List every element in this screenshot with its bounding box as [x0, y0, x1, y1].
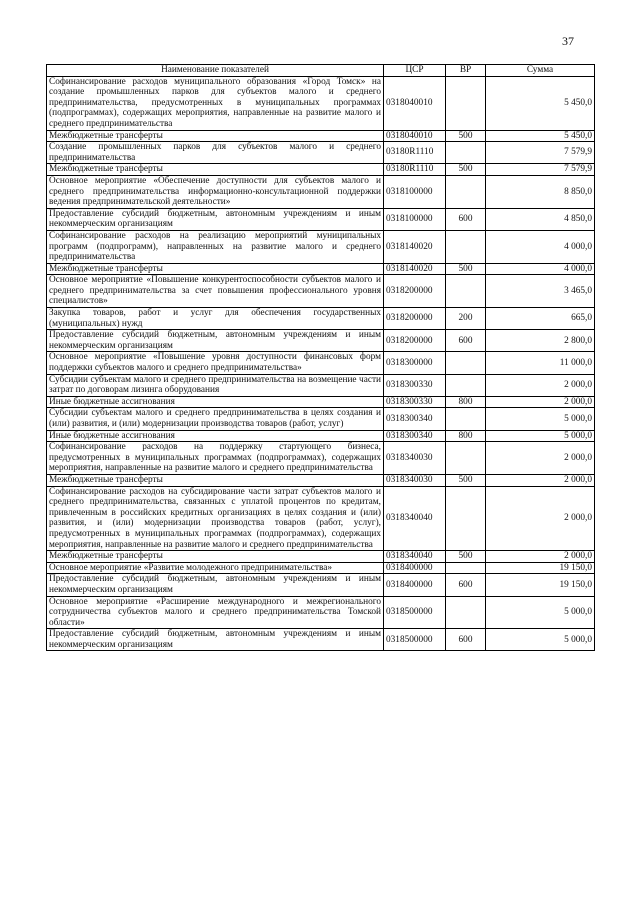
cell-csr: 0318300330	[384, 374, 446, 396]
cell-vr	[446, 486, 486, 551]
table-row	[47, 596, 595, 629]
cell-name: Основное мероприятие «Повышение конкурентоспособности субъектов малого и среднего предпринимательства за счет повышения профессионального уровня специалистов»	[47, 275, 384, 308]
table-row	[47, 408, 595, 430]
cell-sum: 2 000,0	[486, 396, 595, 408]
cell-vr: 800	[446, 430, 486, 442]
cell-name: Иные бюджетные ассигнования	[47, 396, 384, 408]
cell-vr	[446, 374, 486, 396]
cell-vr	[446, 275, 486, 308]
table-row	[47, 330, 595, 352]
cell-vr: 500	[446, 130, 486, 142]
cell-name: Основное мероприятие «Повышение уровня доступности финансовых форм поддержки субъектов малого и среднего предпринимательства»	[47, 352, 384, 374]
table-row	[47, 442, 595, 475]
cell-csr: 0318300340	[384, 408, 446, 430]
table-row	[47, 263, 595, 275]
cell-sum: 2 000,0	[486, 474, 595, 486]
cell-sum: 5 000,0	[486, 430, 595, 442]
cell-csr: 0318040010	[384, 130, 446, 142]
cell-csr: 0318400000	[384, 574, 446, 596]
cell-name: Предоставление субсидий бюджетным, автономным учреждениям и иным некоммерческим организациям	[47, 208, 384, 230]
page-number: 37	[562, 34, 574, 48]
cell-vr	[446, 175, 486, 208]
cell-csr: 0318140020	[384, 230, 446, 263]
cell-vr	[446, 76, 486, 130]
cell-sum: 2 800,0	[486, 330, 595, 352]
cell-sum: 4 000,0	[486, 230, 595, 263]
cell-sum: 5 450,0	[486, 76, 595, 130]
cell-vr: 600	[446, 629, 486, 651]
cell-vr: 500	[446, 164, 486, 176]
header-csr: ЦСР	[384, 65, 446, 77]
cell-csr: 0318340030	[384, 442, 446, 475]
cell-vr: 800	[446, 396, 486, 408]
cell-csr: 0318500000	[384, 596, 446, 629]
budget-table	[46, 64, 595, 651]
cell-vr: 500	[446, 474, 486, 486]
table-body	[47, 76, 595, 651]
cell-name: Софинансирование расходов на реализацию мероприятий муниципальных программ (подпрограмм), направленных на развитие малого и среднего предпринимательства	[47, 230, 384, 263]
cell-csr: 0318040010	[384, 76, 446, 130]
table-row	[47, 230, 595, 263]
cell-sum: 5 000,0	[486, 596, 595, 629]
cell-sum: 7 579,9	[486, 142, 595, 164]
cell-sum: 665,0	[486, 308, 595, 330]
cell-name: Иные бюджетные ассигнования	[47, 430, 384, 442]
table-row	[47, 551, 595, 563]
table-header-row	[47, 65, 595, 77]
cell-csr: 0318300330	[384, 396, 446, 408]
cell-vr: 600	[446, 208, 486, 230]
cell-csr: 0318200000	[384, 330, 446, 352]
table-row	[47, 574, 595, 596]
cell-csr: 03180R1110	[384, 142, 446, 164]
cell-sum: 5 450,0	[486, 130, 595, 142]
cell-csr: 03180R1110	[384, 164, 446, 176]
cell-sum: 8 850,0	[486, 175, 595, 208]
table-row	[47, 430, 595, 442]
cell-name: Софинансирование расходов на поддержку стартующего бизнеса, предусмотренных в муниципальных программах (подпрограммах), содержащих мероприятия, направленные на развитие малого и среднего предпринимательства	[47, 442, 384, 475]
table-row	[47, 175, 595, 208]
cell-name: Закупка товаров, работ и услуг для обеспечения государственных (муниципальных) нужд	[47, 308, 384, 330]
table-row	[47, 164, 595, 176]
cell-csr: 0318300000	[384, 352, 446, 374]
table-row	[47, 374, 595, 396]
cell-csr: 0318100000	[384, 208, 446, 230]
table-row	[47, 562, 595, 574]
cell-vr: 200	[446, 308, 486, 330]
cell-sum: 7 579,9	[486, 164, 595, 176]
cell-vr	[446, 230, 486, 263]
cell-csr: 0318340030	[384, 474, 446, 486]
table-row	[47, 396, 595, 408]
cell-csr: 0318400000	[384, 562, 446, 574]
cell-vr: 600	[446, 574, 486, 596]
cell-name: Предоставление субсидий бюджетным, автономным учреждениям и иным некоммерческим организациям	[47, 629, 384, 651]
cell-sum: 4 850,0	[486, 208, 595, 230]
cell-sum: 2 000,0	[486, 442, 595, 475]
cell-sum: 11 000,0	[486, 352, 595, 374]
cell-sum: 3 465,0	[486, 275, 595, 308]
cell-name: Межбюджетные трансферты	[47, 130, 384, 142]
table-row	[47, 486, 595, 551]
header-name: Наименование показателей	[47, 65, 384, 77]
cell-vr	[446, 408, 486, 430]
cell-sum: 19 150,0	[486, 562, 595, 574]
cell-csr: 0318340040	[384, 486, 446, 551]
cell-vr	[446, 142, 486, 164]
cell-name: Предоставление субсидий бюджетным, автономным учреждениям и иным некоммерческим организациям	[47, 574, 384, 596]
table-row	[47, 352, 595, 374]
cell-name: Межбюджетные трансферты	[47, 263, 384, 275]
cell-name: Межбюджетные трансферты	[47, 474, 384, 486]
cell-sum: 5 000,0	[486, 629, 595, 651]
cell-vr: 600	[446, 330, 486, 352]
cell-name: Софинансирование расходов на субсидирование части затрат субъектов малого и среднего предпринимательства, связанных с уплатой процентов по кредитам, привлеченным в российских кредитных организациях в целях создания и (или) развития, и (или) модернизации производства товаров (работ, услуг), предусмотренных в муниципальных программах (подпрограммах), содержащих мероприятия, направленные на развитие малого и среднего предпринимательства	[47, 486, 384, 551]
cell-csr: 0318500000	[384, 629, 446, 651]
cell-name: Межбюджетные трансферты	[47, 164, 384, 176]
table-row	[47, 275, 595, 308]
table-row	[47, 474, 595, 486]
cell-name: Создание промышленных парков для субъектов малого и среднего предпринимательства	[47, 142, 384, 164]
table-row	[47, 208, 595, 230]
cell-name: Субсидии субъектам малого и среднего предпринимательства в целях создания и (или) развития, и (или) модернизации производства товаров (работ, услуг)	[47, 408, 384, 430]
cell-vr	[446, 442, 486, 475]
cell-sum: 2 000,0	[486, 551, 595, 563]
cell-sum: 2 000,0	[486, 374, 595, 396]
cell-name: Основное мероприятие «Обеспечение доступности для субъектов малого и среднего предпринимательства информационно-консультационной поддержки ведения предпринимательской деятельности»	[47, 175, 384, 208]
cell-vr	[446, 352, 486, 374]
cell-name: Софинансирование расходов муниципального образования «Город Томск» на создание промышленных парков для субъектов малого и среднего предпринимательства, предусмотренных в муниципальных программах (подпрограммах), содержащих мероприятия, направленные на развитие малого и среднего предпринимательства	[47, 76, 384, 130]
cell-vr	[446, 596, 486, 629]
cell-sum: 19 150,0	[486, 574, 595, 596]
cell-vr	[446, 562, 486, 574]
cell-csr: 0318200000	[384, 308, 446, 330]
cell-csr: 0318300340	[384, 430, 446, 442]
cell-name: Предоставление субсидий бюджетным, автономным учреждениям и иным некоммерческим организациям	[47, 330, 384, 352]
cell-vr: 500	[446, 551, 486, 563]
cell-name: Межбюджетные трансферты	[47, 551, 384, 563]
cell-name: Основное мероприятие «Развитие молодежного предпринимательства»	[47, 562, 384, 574]
cell-csr: 0318100000	[384, 175, 446, 208]
table-row	[47, 629, 595, 651]
cell-sum: 5 000,0	[486, 408, 595, 430]
cell-csr: 0318200000	[384, 275, 446, 308]
cell-sum: 4 000,0	[486, 263, 595, 275]
cell-vr: 500	[446, 263, 486, 275]
table-row	[47, 142, 595, 164]
header-sum: Сумма	[486, 65, 595, 77]
cell-name: Субсидии субъектам малого и среднего предпринимательства на возмещение части затрат по договорам лизинга оборудования	[47, 374, 384, 396]
header-vr: ВР	[446, 65, 486, 77]
table-row	[47, 130, 595, 142]
table-row	[47, 76, 595, 130]
cell-sum: 2 000,0	[486, 486, 595, 551]
cell-csr: 0318340040	[384, 551, 446, 563]
table-row	[47, 308, 595, 330]
cell-name: Основное мероприятие «Расширение международного и межрегионального сотрудничества субъектов малого и среднего предпринимательства Томской области»	[47, 596, 384, 629]
cell-csr: 0318140020	[384, 263, 446, 275]
